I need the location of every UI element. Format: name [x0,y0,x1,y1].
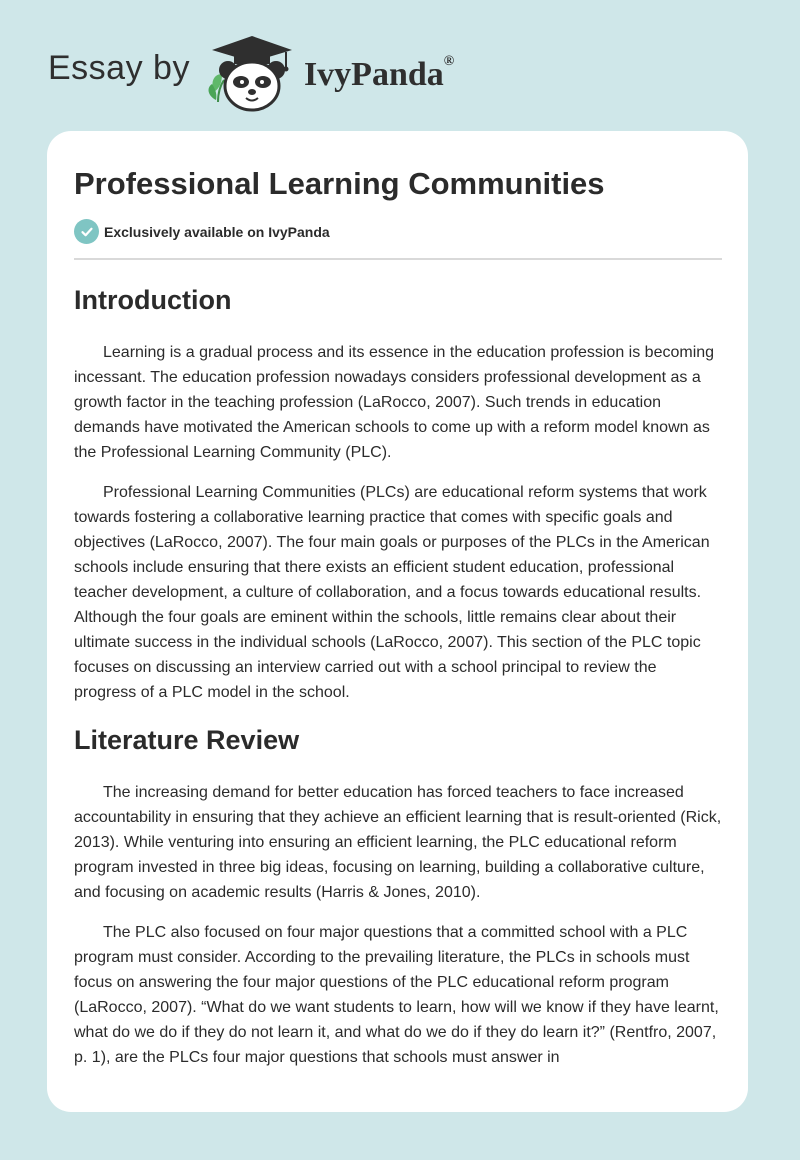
paragraph: Learning is a gradual process and its essence in the education profession is becoming incessant. The education profession nowadays considers professional development as a growth factor in the teaching profession (LaRocco, 2007). Such trends in education demands have motivated the American schools to come up with a reform model known as the Professional Learning Community (PLC). [74,344,715,461]
paragraph: Professional Learning Communities (PLCs) are educational reform systems that work towards fostering a collaborative learning practice that comes with specific goals and objectives (LaRocco, 2007). The four main goals or purposes of the PLCs in the American schools include ensuring that there exists an efficient student education, professional teacher development, a culture of collaboration, and a focus towards educational results. Although the four goals are eminent within the schools, little remains clear about their ultimate success in the individual schools (LaRocco, 2007). This section of the PLC topic focuses on discussing an interview carried out with a school principal to review the progress of a PLC model in the school. [74,484,710,701]
section-heading-introduction: Introduction [74,285,232,315]
registered-mark: ® [443,54,455,69]
paragraph: The increasing demand for better education has forced teachers to face increased accountability in ensuring that they achieve an efficient learning that is result-oriented (Rick, 2013). While venturing into ensuring an efficient learning, the PLC educational reform program invested in three big ideas, focusing on learning, building a collaborative culture, and focusing on academic results (Harris & Jones, 2010). [74,784,722,901]
brand-name: IvyPanda® [303,54,455,93]
check-icon [74,219,99,244]
brand-prefix: Essay by [48,48,190,87]
exclusive-badge [74,219,722,244]
panda-graduate-icon [204,30,300,114]
divider [74,258,722,260]
page-title: Professional Learning Communities [74,166,605,201]
exclusive-badge-text: Exclusively available on IvyPanda [104,223,330,240]
brand-header[interactable] [48,30,468,114]
section-heading-literature-review: Literature Review [74,725,300,755]
essay-card [47,131,748,1112]
paragraph: The PLC also focused on four major questions that a committed school with a PLC program must consider. According to the prevailing literature, the PLCs in schools must focus on answering the four major questions of the PLC educational reform program (LaRocco, 2007). “What do we want students to learn, how will we know if they have learnt, what do we do if they do not learn it, and what do we do if they do learn it?” (Rentfro, 2007, p. 1), are the PLCs four major questions that schools must answer in [74,924,719,1066]
